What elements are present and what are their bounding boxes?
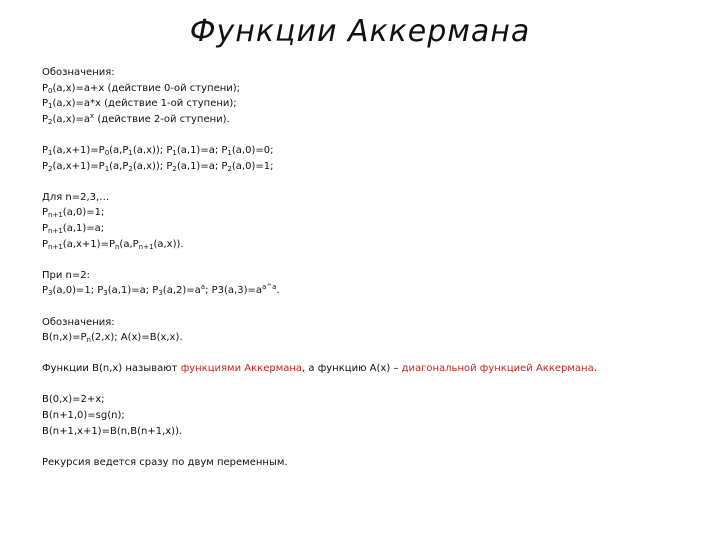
notation-heading-2: Обозначения: [42,316,115,328]
general-case-line3: $P_{n+1}(a,x+1)=P_n(a,P_{n+1}(a,x))$. [42,238,184,251]
spacer [42,127,682,143]
spacer [42,439,682,455]
b-a-definition: $B(n,x)=P_n(2,x)$; A(x)=B(x,x). [42,332,183,345]
ackermann-naming: Функции B(n,x) называют функциями Аккермана, а функцию A(x) – диагональной функцией Аккермана. [42,363,597,375]
term-ackermann-functions: функциями Аккермана [180,363,303,375]
recurrence-p1: $P_1(a,x+1)=P_0(a,P_1(a,x))$; $P_1(a,1)=a$; $P_1(a,0)=0$; [42,144,274,157]
b-rule-2: B(n+1,0)=sg(n); [42,410,125,422]
formula-p1: $P_1(a,x)=a*x$ (действие 1-ой ступени); [42,98,237,111]
general-case-intro: Для n=2,3,… [42,191,110,203]
spacer [42,346,682,362]
slide-body [42,65,682,470]
recursion-note: Рекурсия ведется сразу по двум переменным. [42,456,288,468]
term-diagonal-function: диагональной функцией Аккермана [401,363,594,375]
n2-intro: При n=2: [42,269,90,281]
spacer [42,174,682,190]
recurrence-p2: $P_2(a,x+1)=P_1(a,P_2(a,x))$; $P_2(a,1)=a$; $P_2(a,0)=1$; [42,160,274,173]
general-case-line2: $P_{n+1}(a,1)=a$; [42,222,105,235]
spacer [42,252,682,268]
n2-formula: $P_3(a,0)=1$; $P_3(a,1)=a$; $P_3(a,2)=a^a$; $P3(a,3)=a^{a\^{}a}$. [42,283,280,298]
formula-p2: $P_2(a,x)=a^x$ (действие 2-ой ступени). [42,111,230,126]
general-case-line1: $P_{n+1}(a,0)=1$; [42,207,105,220]
spacer [42,377,682,393]
b-rule-3: B(n+1,x+1)=B(n,B(n+1,x)). [42,425,183,437]
notation-heading: Обозначения: [42,67,115,78]
slide-title: Функции Аккермана [189,14,531,49]
spacer [42,299,682,315]
b-rule-1: B(0,x)=2+x; [42,394,105,406]
formula-p0: $P_0(a,x)=a+x$ (действие 0-ой ступени); [42,82,241,95]
